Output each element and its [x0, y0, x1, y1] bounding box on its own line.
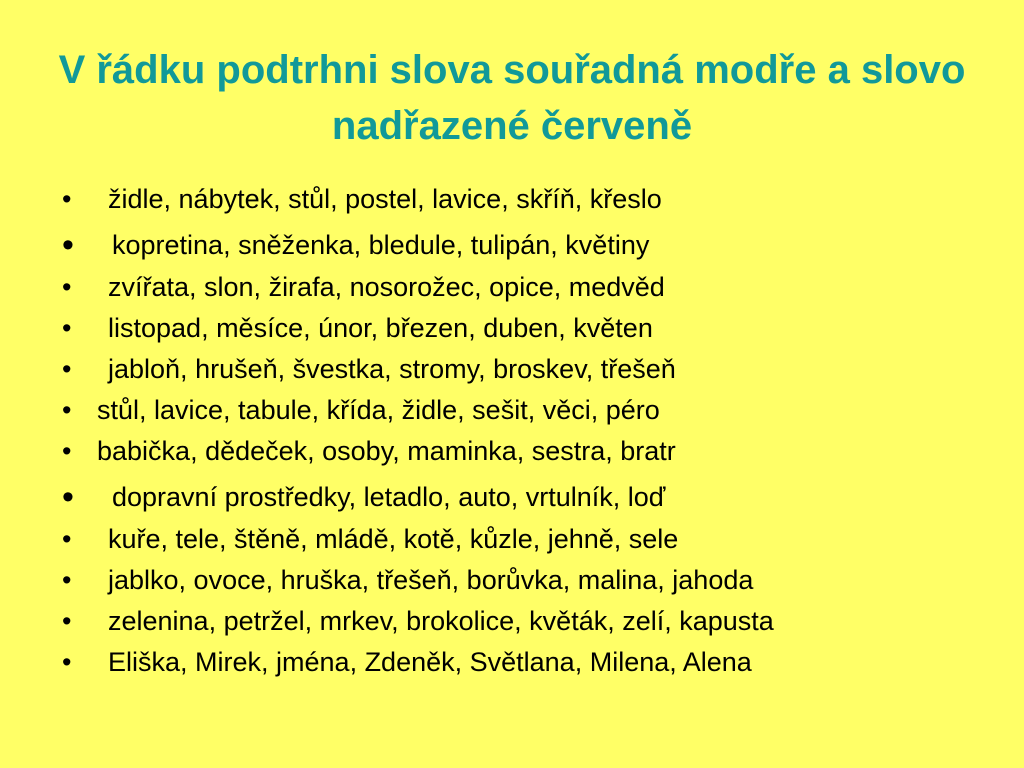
list-item [0, 479, 1024, 515]
bullet-icon: • [62, 524, 72, 554]
list-item-text: židle, nábytek, stůl, postel, lavice, skříň, křeslo [108, 184, 662, 214]
slide-title: V řádku podtrhni slova souřadná modře a slovo nadřazené červeně [58, 48, 966, 148]
list-item-text: kopretina, sněženka, bledule, tulipán, květiny [112, 230, 650, 260]
list-item [0, 351, 1024, 387]
bullet-icon: • [62, 606, 72, 636]
bullet-icon: • [62, 565, 72, 595]
list-item [0, 603, 1024, 639]
list-item [0, 181, 1024, 217]
list-item [0, 310, 1024, 346]
list-item-text: dopravní prostředky, letadlo, auto, vrtulník, loď [112, 482, 666, 512]
list-item [0, 562, 1024, 598]
list-item [0, 433, 1024, 469]
bullet-icon: • [62, 226, 74, 264]
bullet-icon: • [62, 395, 72, 425]
list-item [0, 392, 1024, 428]
list-item-text: stůl, lavice, tabule, křída, židle, sešit, věci, péro [97, 395, 660, 425]
bullet-icon: • [62, 647, 72, 677]
list-item [0, 644, 1024, 680]
list-item-text: listopad, měsíce, únor, březen, duben, květen [108, 313, 653, 343]
list-item-text: zvířata, slon, žirafa, nosorožec, opice, medvěd [108, 272, 665, 302]
list-item-text: jablko, ovoce, hruška, třešeň, borůvka, malina, jahoda [108, 565, 754, 595]
list-item-text: babička, dědeček, osoby, maminka, sestra, bratr [97, 436, 676, 466]
list-item-text: Eliška, Mirek, jména, Zdeněk, Světlana, Milena, Alena [108, 647, 752, 677]
list-item-text: zelenina, petržel, mrkev, brokolice, květák, zelí, kapusta [108, 606, 774, 636]
list-item-text: kuře, tele, štěně, mládě, kotě, kůzle, jehně, sele [108, 524, 679, 554]
list-item [0, 521, 1024, 557]
bullet-icon: • [62, 354, 72, 384]
bullet-icon: • [62, 436, 72, 466]
list-item-text: jabloň, hrušeň, švestka, stromy, broskev, třešeň [108, 354, 676, 384]
list-item [0, 227, 1024, 263]
list-item [0, 269, 1024, 305]
bullet-icon: • [62, 478, 74, 516]
bullet-icon: • [62, 313, 72, 343]
bullet-icon: • [62, 184, 72, 214]
bullet-icon: • [62, 272, 72, 302]
